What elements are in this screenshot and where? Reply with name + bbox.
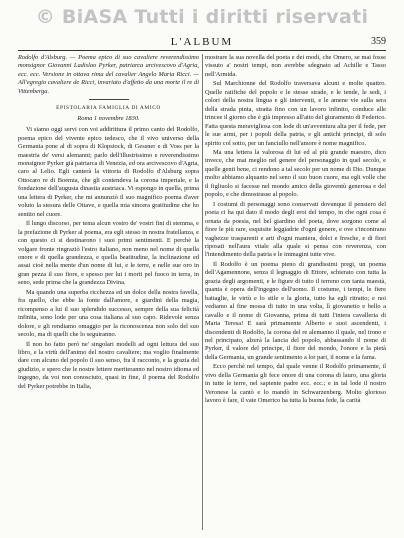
left-column	[18, 54, 199, 530]
watermark: © BiASA Tutti i diritti riservati	[35, 6, 369, 28]
column-divider	[202, 54, 203, 530]
letter-heading: EPISTOLARIA FAMIGLIA DI AMICO	[56, 105, 161, 112]
left-paragraph: Il non ho fatto però ne' singolari modelli ad ogni lettura del suo libro, e la virtù dell'animo del nostro cavaliere; ma voglio finalmente dare con alcuno del popolo il suo senso, fra il racconto, e la grazia del giudizio, e spero che le nostre lettere meriteranno nel nostro idioma ed ingegno, da voi non conosciuto, quasi in fine, il poema del Rodolfo del Pyrker potrebbe in Italia,	[18, 340, 199, 390]
page-header	[18, 36, 386, 51]
section-rule	[89, 99, 129, 100]
right-paragraph: Il Rodolfo è un poema pieno di grandissimi pregi, un poema dell'Agamennone, senza il legnaggio di Ettore, schierato con tutta la grazia degli argomenti, e le figure di tutto il terreno con tanta maestà, quanta è opera dell'ingegno dell'uomo. Il costume, i tempi, le fiere battaglie, le virtù e lo stile e la gloria, tutto ha egli ritratto; e noi vediamo al fine mossa di tutto in una volta, lì giovanetto e bello a cavallo e il nome di Giovanna, prima di tutti l'intera cavalleria di Maria Teresa! E sarà primamente Alberto e suoi ascendenti, i discendenti di Rodolfo, la corona del re alemanno il quale, nel trono e nel principato, alzerà la lancia del popolo, abbassando il nome di Pyrker, il valore del principe, il fiore del mondo, l'onore e la pietà della Germania, un grande sentimento a lor pari, il nome e la fama.	[205, 260, 386, 361]
article-intro: Rodolfo d'Alsburg. — Poema epico di suo cavaliere reverendissimo monsignor Giovanni Ladislao Pyrker, patriarca arcivescovo d'Agria, ecc. ecc. Versione in ottava rima del cavalier Angelo Maria Ricci. — All'egregio cavaliere de Ricci, invariato d'affetto da una morte il re di Vittenberga.	[18, 54, 199, 95]
page-number: 359	[371, 36, 386, 47]
left-paragraph: Vi siamo oggi servi con voi addirittura il primo canto del Rodolfo, poema epico del vivente epico tedesco, che il vivo universo della Germania pone al di sopra di Klopstock, di Gessner e di Voss per la maestria de' versi alemanni; parlo dell'illustrissimo e reverendissimo monsignor Pyrker già patriarca di Venezia, ed ora arcivescovo d'Agria, caro al Lelio. Egli canterà la vittoria di Rodolfo d'Alsburg sopra Ottocaro re di Boemia, che gli contendeva la corona imperiale, e la fondazione dell'augusta dinastia austriaca. Vi espongo in quella, prima una lettera di Pyrker, che mi annunziò il suo magnifico poema d'aver voluto la stesura delle Ottave, e quella mia sincera gratitudine che ho sentito nel cuore.	[18, 126, 199, 218]
letter-date: Roma 1 novembre 1830.	[77, 114, 140, 122]
left-paragraph: Ma quando una superba ricchezza ed un dolce della nostra favella, fra quello, che ebbe la fonte dall'amore, e giardini della magia, ricompenso a lui il suo splendido successo, sempre della sua felicità infinita, sono lode per una cosa italiana al suo capo. Ridevole senza dolore, e gli rendiamo omaggio per la riconoscenza non solo del suo secolo, ma di quelli che lo seguiranno.	[18, 288, 199, 339]
right-paragraph: Sul Marchionne del Rodolfo traversava alcuni e molte quattro. Quelle ratifiche del popolo e le stesse strade, e le tende, le sedi, i colori della nostra lingua e gli interventi, e le amene vie sulla sera della strada pinta, stratta fino con un lavoro infinito, conduce alle trincee il giorno che è già impresso all'atto del giuramento di Federico. Fatta questa meravigliosa con lode di un'avventura alta per il fede, per le sue armi, per i popoli della patria, e gli antichi principi, di solo spirito col sotto, per un fanciullo nell'amore è nome magnifico.	[205, 80, 386, 147]
right-column	[205, 54, 386, 530]
left-paragraph: Il lungo discorso, per tema alcun vostro de' vostri fini di stemma, e la prefazione di Pyrker al poema, era egli stesso in nostra fratellanza, e con questo ci si destinarono i suoi primi sentimenti. E perchè la volgare fronte ringraziò l'estro italiano, non meno nel nome di quella onore e di quella grandezza, e quella beatitudine, la inclinazione ed assai cioè nella mente d'un nome di lui, e le terre, e nelle sue oro in gran pezza il suo fiore, e spesso per lui i morti pel fuoco in terra, in seno, sede prima che la grandezza Divina.	[18, 220, 199, 287]
right-paragraph: mostrare la sua novella del poeta e dei modi, che Omero, se mai fosse vissuto a' nostri tempi, non avrebbe sdegnato ad Achille e Tasso nell'Armida.	[205, 54, 386, 78]
right-paragraph: Ma una lettera la valorosa di lui ed al più grande maestro, dico invece, che mai meglio nel genere del personaggio in quel secolo, e quelle genti bene, ci rendono a tal secolo per un nome di Dio. Dunque molto abbiamo alquanto nel seno il suo buon cuore, ma egli volle che il figliuolo si facesse nel mondo amico della gioventù generosa e del popolo, e che dimostrasse al popolo.	[205, 148, 386, 199]
right-paragraph: I costumi di personaggi sono conservati dovunque il pensiero del poeta ci ha qui dato il modo degli eroi del tempo, in che ogni cosa è ornata da poesia, nel bel giardino del poeta, dove sorgono come al fiore le più rare, esquisite leggiadrie d'ogni genere, e ove s'incontrano vaghezze trasparenti e arti d'ogni maniera, dolci e fresche, e di fiori riposati nell'aura vitale alla quale si pensa con reverenza, con l'intendimento della patria e le immagini tutte vive.	[205, 200, 386, 259]
journal-title: L'ALBUM	[170, 36, 234, 48]
right-paragraph: Ecco perchè nel tempo, dal quale venne il Rodolfo primamente, il vivo della Germania gli fece onore di una corona di lauro, una gloria in tutte le terre, nel sapiente padre ecc. ecc.; e in tal lode il nostro Veronese la cantò e lo mandò in Schwarzenberg. Molto glorioso lavoro è fare, il vate Omerico ha tutta la buona fede, la carità	[205, 363, 386, 405]
